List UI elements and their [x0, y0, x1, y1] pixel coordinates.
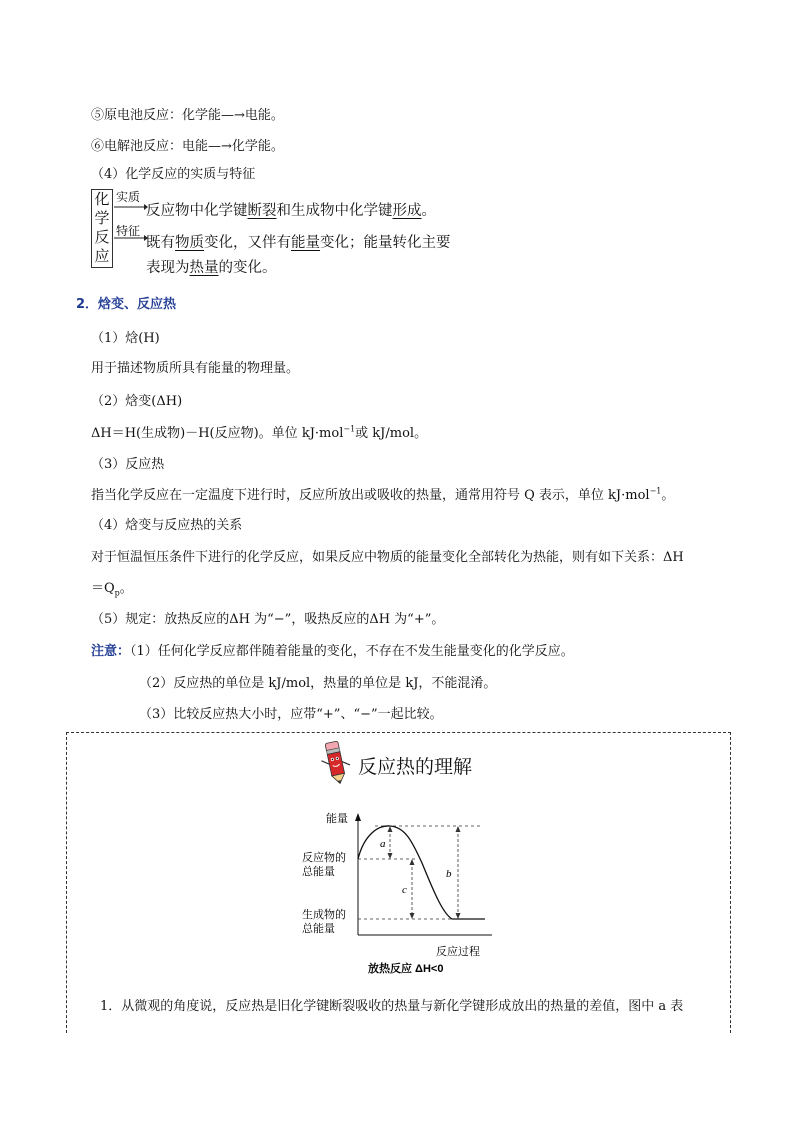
diagram-line-2: 既有物质变化，又伴有能量变化；能量转化主要	[146, 235, 451, 251]
y-axis-label: 能量	[326, 813, 348, 825]
energy-curve	[358, 826, 485, 919]
reactant-label-1: 反应物的	[302, 852, 346, 864]
mark-a: a	[380, 838, 386, 850]
box-last-line: 1．从微观的角度说，反应热是旧化学键断裂吸收的热量与新化学键形成放出的热量的差值，图中 a 表	[100, 999, 684, 1014]
enthalpy-change-heading: （2）焓变(ΔH)	[91, 394, 183, 409]
product-label-2: 总能量	[302, 923, 335, 935]
label-essence: 实质	[116, 190, 141, 204]
diagram-line-1: 反应物中化学键断裂和生成物中化学键形成。	[146, 203, 436, 219]
note-row-2: （2）反应热的单位是 kJ/mol，热量的单位是 kJ，不能混淆。	[139, 676, 497, 691]
reaction-heat-def: 指当化学反应在一定温度下进行时，反应所放出或吸收的热量，通常用符号 Q 表示，单位 kJ·mol$^{-1}$。	[91, 486, 675, 503]
concept-char: 学	[94, 209, 110, 227]
box-heading: 反应热的理解	[358, 756, 473, 778]
enthalpy-def: 用于描述物质所具有能量的物理量。	[91, 361, 300, 376]
line-galvanic: ⑤原电池反应：化学能—→电能。	[91, 108, 284, 123]
enthalpy-heading: （1）焓(H)	[91, 331, 160, 346]
concept-char: 反	[94, 228, 110, 246]
relation-formula: $=Q_p$。	[91, 581, 133, 598]
relation-heading: （4）焓变与反应热的关系	[91, 518, 243, 533]
mark-b: b	[446, 868, 452, 880]
note-label: 注意：	[91, 644, 131, 659]
enthalpy-change-formula: ΔH＝H(生成物)－H(反应物)。单位 kJ·mol$^{-1}$或 kJ/mol。	[91, 424, 428, 441]
note-row-3: （3）比较反应热大小时，应带“+”、“−”一起比较。	[139, 707, 443, 722]
line-essence-heading: （4）化学反应的实质与特征	[91, 167, 256, 182]
concept-char: 应	[94, 247, 110, 265]
reactant-label-2: 总能量	[302, 866, 335, 878]
concept-char: 化	[94, 190, 110, 208]
energy-diagram	[300, 805, 500, 980]
diagram-line-3: 表现为热量的变化。	[146, 260, 277, 276]
section-title: 2．焓变、反应热	[76, 297, 177, 312]
reaction-heat-heading: （3）反应热	[91, 457, 165, 472]
mark-c: c	[402, 884, 407, 896]
label-feature: 特征	[116, 224, 141, 238]
line-electrolysis: ⑥电解池反应：电能—→化学能。	[91, 139, 284, 154]
concept-box	[91, 189, 113, 268]
diagram-caption: 放热反应 ΔH<0	[368, 963, 444, 975]
relation-text: 对于恒温恒压条件下进行的化学反应，如果反应中物质的能量变化全部转化为热能，则有如下关系：ΔH	[91, 550, 684, 565]
x-axis-label: 反应过程	[436, 946, 480, 958]
product-label-1: 生成物的	[302, 909, 346, 921]
note-row-1: 注意：（1）任何化学反应都伴随着能量的变化，不存在不发生能量变化的化学反应。	[91, 644, 574, 659]
pencil-mascot-icon	[316, 738, 354, 786]
sign-rule: （5）规定：放热反应的ΔH 为“−”，吸热反应的ΔH 为“+”。	[91, 612, 445, 627]
